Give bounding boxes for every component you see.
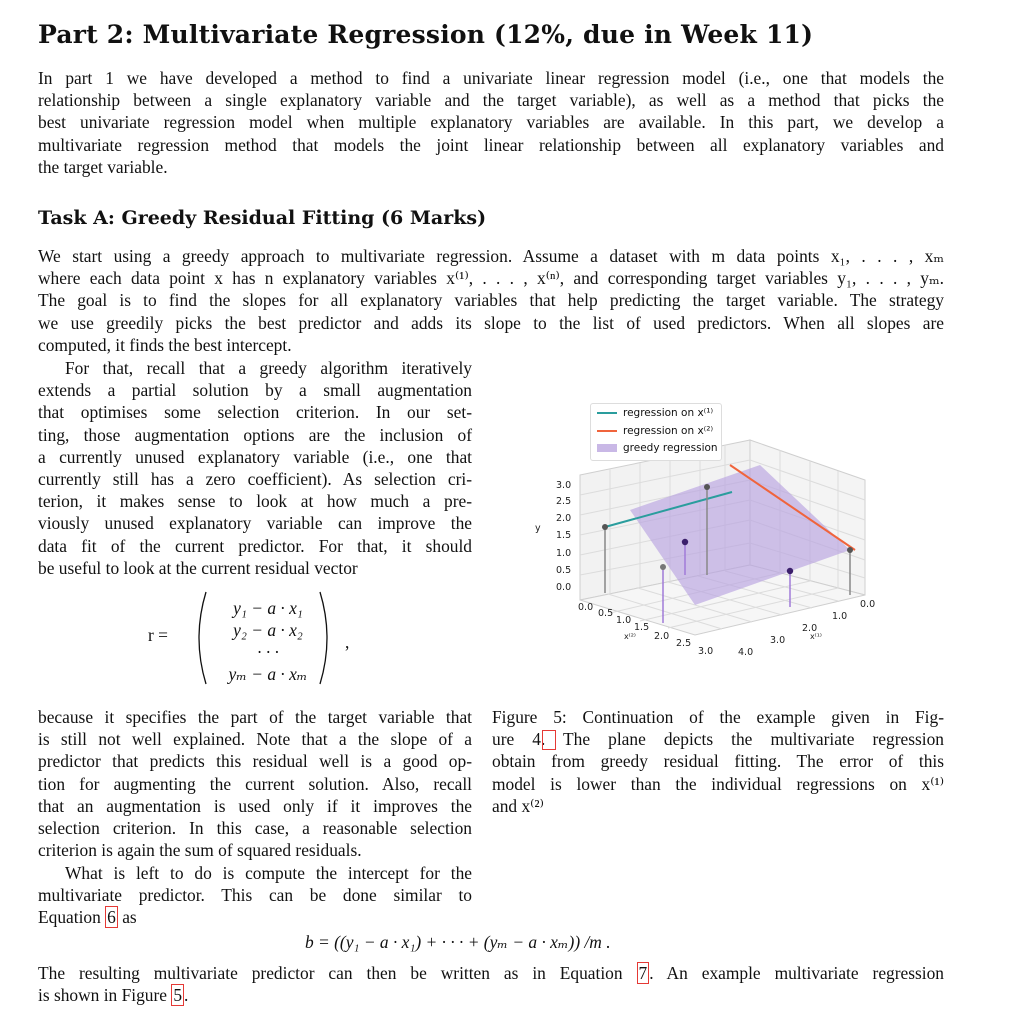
residual-line: that an augmentation is used only if it improves the	[38, 795, 472, 816]
greedy-line: be useful to look at the current residual vector	[38, 557, 358, 578]
y-tick: 2.5	[556, 496, 572, 507]
intercept-paragraph	[38, 862, 472, 929]
x2-axis-label: x⁽²⁾	[624, 632, 636, 641]
x1-axis-label: x⁽¹⁾	[810, 632, 822, 641]
x2-tick: 3.0	[698, 646, 714, 657]
legend-swatch	[597, 412, 617, 414]
y-tick: 2.0	[556, 513, 572, 524]
intercept-line: Equation 6 as	[38, 907, 137, 928]
y-axis	[535, 480, 571, 593]
x1-tick: 3.0	[770, 635, 786, 646]
task-line: The goal is to find the slopes for all explanatory variables that help predicting the target variable. The strategy	[38, 290, 944, 311]
task-heading: Task A: Greedy Residual Fitting (6 Marks)	[38, 207, 487, 229]
residual-row: y₂ − a · x₂	[233, 620, 303, 640]
intro-line: best univariate regression model when multiple explanatory variables are available. In this part, we develop a	[38, 112, 944, 133]
x2-tick: 0.0	[578, 602, 594, 613]
y-tick: 3.0	[556, 480, 572, 491]
task-line: We start using a greedy approach to multivariate regression. Assume a dataset with m data points x₁, . . . , xₘ	[38, 246, 944, 266]
y-tick: 1.5	[556, 530, 572, 541]
caption-line: Figure 5: Continuation of the example given in Fig-	[492, 707, 944, 727]
greedy-line: ting, those augmentation options are the inclusion of	[38, 424, 472, 445]
residual-rows	[218, 597, 318, 685]
final-line: is shown in Figure 5 .	[38, 985, 189, 1006]
legend-item: greedy regression	[597, 442, 718, 454]
intercept-line: multivariate predictor. This can be done similar to	[38, 885, 472, 906]
final-paragraph	[38, 962, 944, 1006]
legend-item: regression on x⁽¹⁾	[597, 407, 713, 419]
task-paragraph	[38, 245, 944, 356]
x1-tick: 1.0	[832, 611, 848, 622]
residual-line: predictor that predicts this residual well is a good op-	[38, 751, 472, 772]
residual-row: yₘ − a · xₘ	[228, 664, 308, 684]
residual-row: · · ·	[257, 642, 279, 662]
section-heading: Part 2: Multivariate Regression (12%, due in Week 11)	[38, 20, 814, 49]
left-paren	[199, 592, 206, 684]
residual-line: because it specifies the part of the target variable that	[38, 707, 472, 727]
figure4-ref-box[interactable]	[542, 730, 556, 750]
legend-swatch	[597, 430, 617, 432]
equation-ref-link[interactable]: 6	[107, 907, 116, 928]
intercept-line: What is left to do is compute the intercept for the	[65, 863, 472, 883]
greedy-line: viously unused explanatory variable can improve the	[38, 513, 472, 534]
intercept-equation: b = ((y₁ − a · x₁) + · · · + (yₘ − a · xₘ)) /m .	[305, 932, 611, 952]
task-line: computed, it finds the best intercept.	[38, 334, 292, 355]
final-line: The resulting multivariate predictor can then be written as in Equation 7 . An example multivariate regression	[38, 963, 944, 983]
equation-ref-link[interactable]: 7	[638, 963, 648, 983]
residual-row: y₁ − a · x₁	[233, 598, 303, 618]
residual-line: is still not well explained. Note that a the slope of a	[38, 729, 472, 750]
right-paren	[320, 592, 327, 684]
caption-line: ure 4. The plane depicts the multivariate regression	[492, 729, 944, 750]
data-point	[682, 539, 688, 545]
legend-item: regression on x⁽²⁾	[597, 425, 713, 437]
intro-line: the target variable.	[38, 156, 168, 177]
y-tick: 0.0	[556, 582, 572, 593]
data-point	[660, 564, 666, 570]
x2-tick: 0.5	[598, 608, 614, 619]
x2-tick: 1.5	[634, 622, 650, 633]
figure-legend	[590, 403, 722, 461]
greedy-line: that optimises some selection criterion. In our set-	[38, 402, 472, 423]
residual-line: criterion is again the sum of squared residuals.	[38, 840, 362, 861]
x1-tick: 0.0	[860, 599, 876, 610]
figure-caption	[492, 706, 944, 817]
figure-ref-link[interactable]: 5	[173, 985, 183, 1006]
y-axis-label: y	[535, 523, 541, 534]
greedy-line: For that, recall that a greedy algorithm iteratively	[65, 358, 472, 378]
x1-tick: 4.0	[738, 647, 754, 658]
x2-tick: 2.5	[676, 638, 692, 649]
caption-line: obtain from greedy residual fitting. The error of this	[492, 751, 944, 772]
residual-trail: ,	[345, 632, 350, 652]
intro-line: multivariate regression method that models the joint linear relationship between all explanatory variables and	[38, 134, 944, 155]
x2-tick: 2.0	[654, 631, 670, 642]
intro-line: relationship between a single explanatory variable and the target variable), as well as a method that picks the	[38, 90, 944, 111]
residual-line: tion for augmenting the current solution. Also, recall	[38, 773, 472, 794]
intro-paragraph	[38, 67, 944, 178]
x2-tick: 1.0	[616, 615, 632, 626]
x1-tick: 2.0	[802, 623, 818, 634]
data-point	[787, 568, 793, 574]
greedy-line: extends a partial solution by a small augmentation	[38, 380, 472, 401]
caption-line: model is lower than the individual regressions on x⁽¹⁾	[492, 773, 944, 794]
task-line: we use greedily picks the best predictor and adds its slope to the list of used predictors. When all slopes are	[38, 312, 944, 333]
intro-line: In part 1 we have developed a method to find a univariate linear regression model (i.e., one that models the	[38, 68, 944, 88]
data-point	[602, 524, 608, 530]
data-point	[704, 484, 710, 490]
residual-lhs: r =	[148, 625, 168, 645]
residual-paragraph	[38, 706, 472, 861]
greedy-line: currently still has a zero coefficient). As selection cri-	[38, 469, 472, 490]
greedy-line: data fit of the current predictor. For that, it should	[38, 535, 472, 556]
caption-line: and x⁽²⁾	[492, 795, 544, 816]
legend-swatch	[597, 444, 617, 452]
greedy-paragraph	[38, 357, 472, 579]
task-line: where each data point x has n explanatory variables x⁽¹⁾, . . . , x⁽ⁿ⁾, and corresponding target variables y₁, . . . , yₘ.	[38, 268, 944, 289]
y-tick: 0.5	[556, 565, 572, 576]
greedy-line: a currently unused explanatory variable (i.e., one that	[38, 446, 472, 467]
greedy-line: terion, it makes sense to look at how much a pre-	[38, 491, 472, 512]
y-tick: 1.0	[556, 548, 572, 559]
residual-line: selection criterion. In this case, a reasonable selection	[38, 818, 472, 839]
data-point	[847, 547, 853, 553]
